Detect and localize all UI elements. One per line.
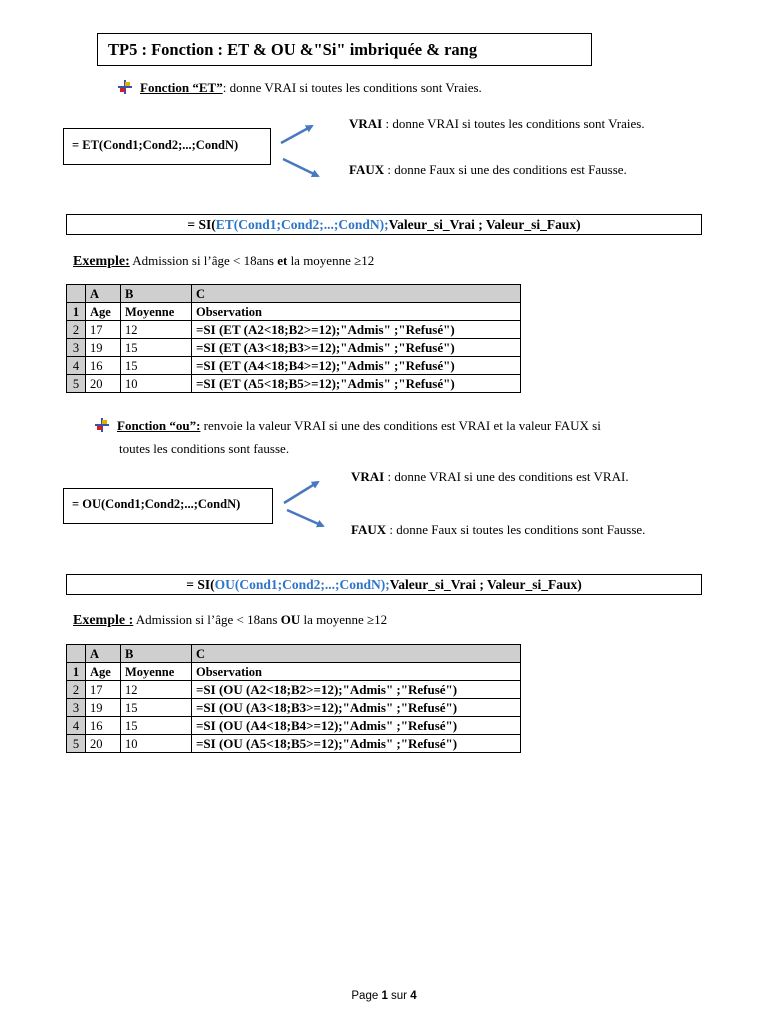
ou-si-suffix: Valeur_si_Vrai ; Valeur_si_Faux) xyxy=(389,577,582,592)
age-cell: 19 xyxy=(86,699,121,717)
et-vrai-arrow xyxy=(281,126,312,143)
row-number: 1 xyxy=(67,303,86,321)
observation-cell: =SI (OU (A5<18;B5>=12);"Admis" ;"Refusé") xyxy=(192,735,521,753)
col-letter: C xyxy=(192,285,521,303)
page-word: Page xyxy=(351,990,382,1002)
ou-si-prefix: = SI( xyxy=(186,577,215,592)
et-si-suffix: Valeur_si_Vrai ; Valeur_si_Faux) xyxy=(388,217,581,232)
et-vrai-label: VRAI xyxy=(349,116,383,131)
ou-si-inner: OU(Cond1;Cond2;...;CondN); xyxy=(214,577,390,592)
et-si-inner: ET(Cond1;Cond2;...;CondN); xyxy=(215,217,389,232)
col-letter: B xyxy=(121,645,192,663)
moyenne-cell: 15 xyxy=(121,339,192,357)
row-number: 5 xyxy=(67,735,86,753)
ou-example-bold: OU xyxy=(280,612,301,627)
ou-vrai-desc: : donne VRAI si une des conditions est VRAI. xyxy=(384,469,629,484)
et-vrai-desc: : donne VRAI si toutes les conditions sont Vraies. xyxy=(382,116,645,131)
ou-faux-desc: : donne Faux si toutes les conditions sont Fausse. xyxy=(386,522,646,537)
et-faux-label: FAUX xyxy=(349,162,385,177)
ou-faux-label: FAUX xyxy=(351,522,387,537)
ou-desc-1: renvoie la valeur VRAI si une des conditions est VRAI et la valeur FAUX si xyxy=(200,418,601,433)
header-cell: Age xyxy=(86,303,121,321)
et-example-text-2: la moyenne ≥12 xyxy=(287,253,375,268)
age-cell: 20 xyxy=(86,375,121,393)
ou-faux-arrow xyxy=(287,510,323,526)
row-number: 3 xyxy=(67,339,86,357)
page-current: 1 xyxy=(381,990,388,1002)
row-number: 5 xyxy=(67,375,86,393)
et-example-text-1: Admission si l’âge < 18ans xyxy=(129,253,278,268)
et-label: Fonction “ET” xyxy=(140,80,223,95)
ou-formula: = OU(Cond1;Cond2;...;CondN) xyxy=(72,497,241,511)
observation-cell: =SI (OU (A2<18;B2>=12);"Admis" ;"Refusé") xyxy=(192,681,521,699)
observation-cell: =SI (ET (A3<18;B3>=12);"Admis" ;"Refusé") xyxy=(192,339,521,357)
et-desc: : donne VRAI si toutes les conditions sont Vraies. xyxy=(222,80,482,95)
age-cell: 17 xyxy=(86,681,121,699)
row-number: 2 xyxy=(67,321,86,339)
et-faux-arrow xyxy=(283,159,318,176)
et-formula: = ET(Cond1;Cond2;...;CondN) xyxy=(72,138,239,152)
ou-vrai-arrow xyxy=(284,482,318,503)
header-cell: Observation xyxy=(192,663,521,681)
header-cell: Moyenne xyxy=(121,663,192,681)
observation-cell: =SI (OU (A3<18;B3>=12);"Admis" ;"Refusé") xyxy=(192,699,521,717)
ou-example-text-2: la moyenne ≥12 xyxy=(300,612,388,627)
observation-cell: =SI (ET (A4<18;B4>=12);"Admis" ;"Refusé") xyxy=(192,357,521,375)
page-footer xyxy=(0,990,768,1002)
observation-cell: =SI (ET (A2<18;B2>=12);"Admis" ;"Refusé") xyxy=(192,321,521,339)
ou-example-text-1: Admission si l’âge < 18ans xyxy=(133,612,281,627)
observation-cell: =SI (OU (A4<18;B4>=12);"Admis" ;"Refusé") xyxy=(192,717,521,735)
page-total: 4 xyxy=(410,990,417,1002)
ou-example-label: Exemple : xyxy=(73,613,134,628)
ou-desc-2: toutes les conditions sont fausse. xyxy=(119,441,290,456)
et-faux-desc: : donne Faux si une des conditions est Fausse. xyxy=(384,162,627,177)
observation-cell: =SI (ET (A5<18;B5>=12);"Admis" ;"Refusé") xyxy=(192,375,521,393)
col-letter: A xyxy=(86,645,121,663)
age-cell: 16 xyxy=(86,357,121,375)
moyenne-cell: 10 xyxy=(121,375,192,393)
col-letter: C xyxy=(192,645,521,663)
ou-label: Fonction “ou”: xyxy=(117,418,201,433)
age-cell: 20 xyxy=(86,735,121,753)
col-letter: A xyxy=(86,285,121,303)
moyenne-cell: 12 xyxy=(121,681,192,699)
moyenne-cell: 15 xyxy=(121,357,192,375)
col-letter: B xyxy=(121,285,192,303)
moyenne-cell: 15 xyxy=(121,699,192,717)
header-cell: Moyenne xyxy=(121,303,192,321)
age-cell: 16 xyxy=(86,717,121,735)
et-example-label: Exemple: xyxy=(73,254,130,269)
row-number: 2 xyxy=(67,681,86,699)
age-cell: 19 xyxy=(86,339,121,357)
et-example-bold: et xyxy=(277,253,288,268)
moyenne-cell: 10 xyxy=(121,735,192,753)
moyenne-cell: 12 xyxy=(121,321,192,339)
row-number: 4 xyxy=(67,717,86,735)
moyenne-cell: 15 xyxy=(121,717,192,735)
header-cell: Age xyxy=(86,663,121,681)
header-cell: Observation xyxy=(192,303,521,321)
page-sep: sur xyxy=(387,990,411,1002)
row-number: 3 xyxy=(67,699,86,717)
ou-vrai-label: VRAI xyxy=(351,469,385,484)
row-number: 4 xyxy=(67,357,86,375)
page-title: TP5 : Fonction : ET & OU &"Si" imbriquée & rang xyxy=(97,33,592,66)
et-si-prefix: = SI( xyxy=(187,217,216,232)
age-cell: 17 xyxy=(86,321,121,339)
row-number: 1 xyxy=(67,663,86,681)
